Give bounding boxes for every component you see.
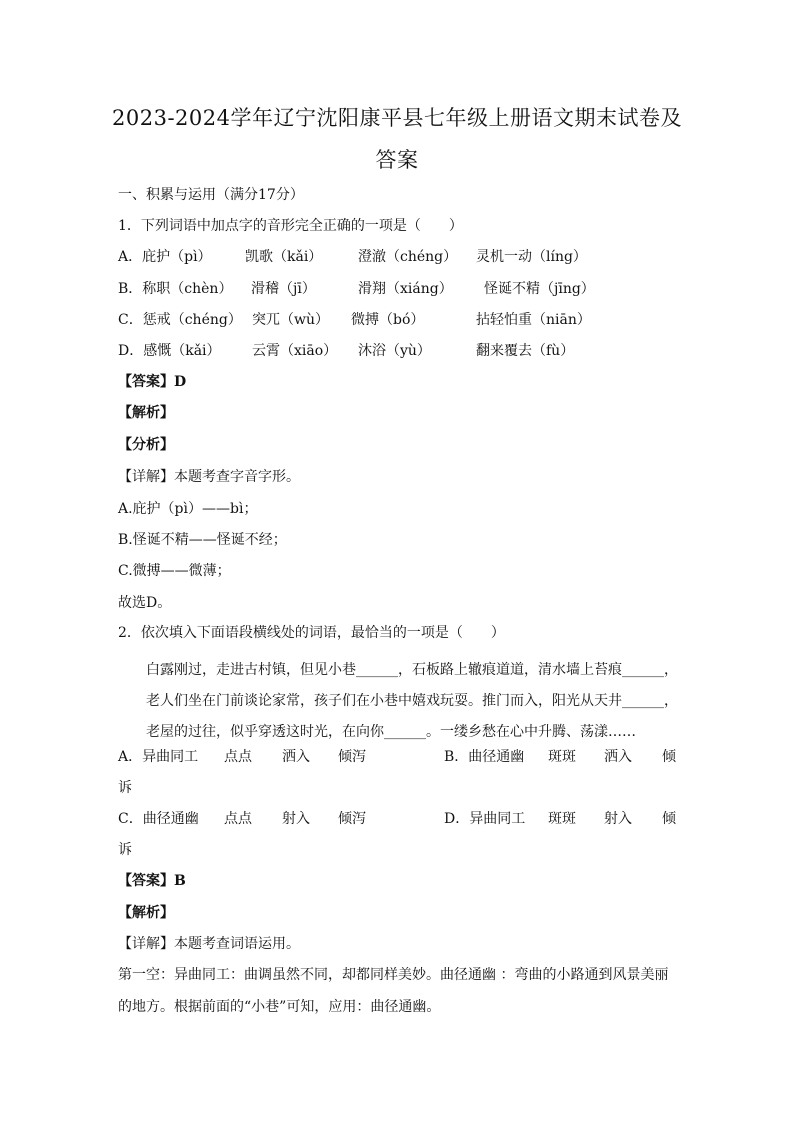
q1-note-a: A.庇护（pì）——bì； bbox=[118, 501, 258, 517]
q1-b-2: 滑稽（jī） bbox=[251, 281, 316, 297]
q1-a-1: A．庇护（pì） bbox=[118, 249, 212, 265]
q1-d-1: D．感慨（kǎi） bbox=[118, 343, 221, 359]
section-heading: 一、积累与运用（满分17分） bbox=[118, 187, 304, 203]
q2-b-3: 洒入 bbox=[604, 749, 632, 765]
q2-a-2: 点点 bbox=[224, 749, 252, 765]
q2-a-4: 倾泻 bbox=[338, 749, 366, 765]
q1-fenxi-label: 【分析】 bbox=[118, 437, 174, 453]
q2-d-2: 斑斑 bbox=[548, 811, 576, 827]
q2-d-1: D．异曲同工 bbox=[444, 811, 526, 827]
q1-option-b bbox=[118, 279, 678, 299]
q1-option-d bbox=[118, 341, 678, 361]
q2-analysis-label: 【解析】 bbox=[118, 905, 174, 921]
q2-c-2: 点点 bbox=[224, 811, 252, 827]
q2-passage: 白露刚过，走进古村镇，但见小巷______，石板路上辙痕道道，清水墙上苔痕______，老人们坐在门前谈论家常，孩子们在小巷中嬉戏玩耍。推门而入，阳光从天井______，老屋的过往，似乎穿透这时光，在向你______。一缕乡愁在心中升腾、荡漾…… bbox=[146, 662, 678, 740]
q2-c-4: 倾泻 bbox=[338, 811, 366, 827]
q1-c-2: 突兀（wù） bbox=[252, 312, 329, 328]
q1-answer: 【答案】D bbox=[118, 374, 187, 390]
q2-a-1: A．异曲同工 bbox=[118, 749, 199, 765]
q1-detail: 【详解】本题考查字音字形。 bbox=[118, 469, 300, 485]
q2-d-4: 倾 bbox=[662, 811, 676, 827]
q1-b-4: 怪诞不精（jīng） bbox=[484, 281, 595, 297]
q1-analysis-label: 【解析】 bbox=[118, 405, 174, 421]
q2-options-cd bbox=[118, 809, 678, 829]
q2-options-ab bbox=[118, 747, 678, 767]
q1-b-3: 滑翔（xiáng） bbox=[358, 281, 453, 297]
q1-note-c: C.微搏——微薄； bbox=[118, 563, 231, 579]
q1-c-3: 微搏（bó） bbox=[351, 312, 425, 328]
q1-d-4: 翻来覆去（fù） bbox=[476, 343, 575, 359]
q2-answer: 【答案】B bbox=[118, 873, 186, 889]
q1-a-4: 灵机一动（líng） bbox=[476, 249, 587, 265]
q2-explain-line1: 第一空：异曲同工：曲调虽然不同，却都同样美妙。曲径通幽 ：弯曲的小路通到风景美丽 bbox=[118, 967, 669, 983]
q2-b-4: 倾 bbox=[662, 749, 676, 765]
question-1-stem: 1．下列词语中加点字的音形完全正确的一项是（ ） bbox=[118, 218, 463, 234]
document-title-line1: 2023-2024学年辽宁沈阳康平县七年级上册语文期末试卷及 bbox=[112, 106, 682, 130]
q2-c-3: 射入 bbox=[282, 811, 310, 827]
document-title-line2: 答案 bbox=[375, 148, 419, 172]
q2-b-1: B．曲径通幽 bbox=[444, 749, 525, 765]
q1-d-3: 沐浴（yù） bbox=[358, 343, 431, 359]
q1-b-1: B．称职（chèn） bbox=[118, 281, 233, 297]
q2-c-1: C．曲径通幽 bbox=[118, 811, 199, 827]
q2-a-3: 洒入 bbox=[282, 749, 310, 765]
q1-conclusion: 故选D。 bbox=[118, 595, 172, 611]
q2-b-wrap: 诉 bbox=[118, 780, 132, 796]
q1-c-4: 拈轻怕重（niān） bbox=[476, 312, 591, 328]
q1-option-a bbox=[118, 247, 678, 267]
q1-a-3: 澄澈（chéng） bbox=[358, 249, 458, 265]
q2-d-3: 射入 bbox=[604, 811, 632, 827]
q1-note-b: B.怪诞不精——怪诞不经； bbox=[118, 532, 287, 548]
q2-d-wrap: 诉 bbox=[118, 842, 132, 858]
question-2-stem: 2．依次填入下面语段横线处的词语，最恰当的一项是（ ） bbox=[118, 625, 505, 641]
q2-detail: 【详解】本题考查词语运用。 bbox=[118, 936, 300, 952]
q1-c-1: C．惩戒（chéng） bbox=[118, 312, 242, 328]
q2-b-2: 斑斑 bbox=[548, 749, 576, 765]
q1-a-2: 凯歌（kǎi） bbox=[245, 249, 323, 265]
q2-explain-line2: 的地方。根据前面的“小巷”可知，应用：曲径通幽。 bbox=[118, 999, 441, 1015]
q1-option-c bbox=[118, 310, 678, 330]
q1-d-2: 云霄（xiāo） bbox=[252, 343, 338, 359]
